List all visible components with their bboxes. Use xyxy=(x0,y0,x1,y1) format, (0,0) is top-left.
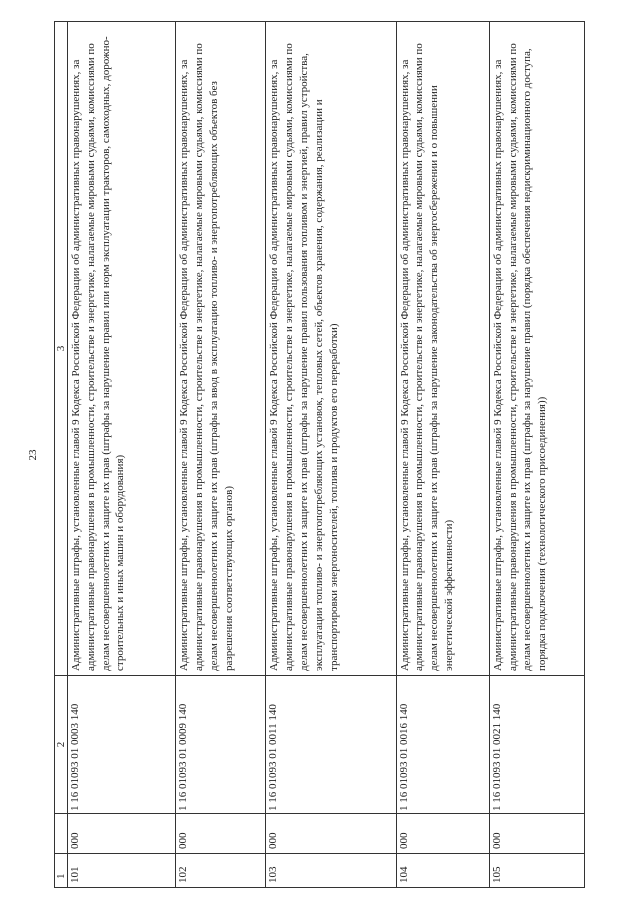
header-col-1: 1 xyxy=(55,854,68,888)
income-codes-table xyxy=(54,21,585,888)
description: Административные штрафы, установленные главой 9 Кодекса Российской Федерации об административных правонарушениях, за административные правонарушения в промышленности, строительстве и энергетике, налагаемые мировыми судьями, комиссиями по делам несовершеннолетних и защите их прав (штрафы за нарушение правил (порядка обеспечения недискриминационного доступа, порядка подключения (технологического присоединения)) xyxy=(489,22,584,676)
header-col-3: 3 xyxy=(55,22,68,676)
kbk-code: 1 16 01093 01 0003 140 xyxy=(68,676,176,814)
description: Административные штрафы, установленные главой 9 Кодекса Российской Федерации об административных правонарушениях, за административные правонарушения в промышленности, строительстве и энергетике, налагаемые мировыми судьями, комиссиями по делам несовершеннолетних и защите их прав (штрафы за нарушение правил или норм эксплуатации тракторов, самоходных, дорожно-строительных и иных машин и оборудования) xyxy=(68,22,176,676)
admin-code: 000 xyxy=(176,814,266,854)
row-number: 103 xyxy=(266,854,396,888)
kbk-code: 1 16 01093 01 0009 140 xyxy=(176,676,266,814)
admin-code: 000 xyxy=(489,814,584,854)
table-row xyxy=(176,22,266,888)
row-number: 102 xyxy=(176,854,266,888)
row-number: 105 xyxy=(489,854,584,888)
kbk-code: 1 16 01093 01 0016 140 xyxy=(396,676,489,814)
page-number: 23 xyxy=(27,449,39,461)
description: Административные штрафы, установленные главой 9 Кодекса Российской Федерации об административных правонарушениях, за административные правонарушения в промышленности, строительстве и энергетике, налагаемые мировыми судьями, комиссиями по делам несовершеннолетних и защите их прав (штрафы за ввод в эксплуатацию топливо- и энергопотребляющих объектов без разрешения соответствующих органов) xyxy=(176,22,266,676)
kbk-code: 1 16 01093 01 0021 140 xyxy=(489,676,584,814)
table-row xyxy=(396,22,489,888)
header-col-2: 2 xyxy=(55,676,68,814)
table-row xyxy=(68,22,176,888)
header-row xyxy=(55,22,68,888)
admin-code: 000 xyxy=(396,814,489,854)
kbk-code: 1 16 01093 01 0011 140 xyxy=(266,676,396,814)
admin-code: 000 xyxy=(68,814,176,854)
row-number: 104 xyxy=(396,854,489,888)
row-number: 101 xyxy=(68,854,176,888)
header-col-admin xyxy=(55,814,68,854)
table-row xyxy=(266,22,396,888)
description: Административные штрафы, установленные главой 9 Кодекса Российской Федерации об административных правонарушениях, за административные правонарушения в промышленности, строительстве и энергетике, налагаемые мировыми судьями, комиссиями по делам несовершеннолетних и защите их прав (штрафы за нарушение правил пользования топливом и энергией, правил устройства, эксплуатации топливо- и энергопотребляющих установок, тепловых сетей, объектов хранения, содержания, реализации и транспортировки энергоносителей, топлива и продуктов его переработки) xyxy=(266,22,396,676)
description: Административные штрафы, установленные главой 9 Кодекса Российской Федерации об административных правонарушениях, за административные правонарушения в промышленности, строительстве и энергетике, налагаемые мировыми судьями, комиссиями по делам несовершеннолетних и защите их прав (штрафы за нарушение законодательства об энергосбережении и о повышении энергетической эффективности) xyxy=(396,22,489,676)
rotated-page xyxy=(20,22,585,888)
admin-code: 000 xyxy=(266,814,396,854)
table-row xyxy=(489,22,584,888)
